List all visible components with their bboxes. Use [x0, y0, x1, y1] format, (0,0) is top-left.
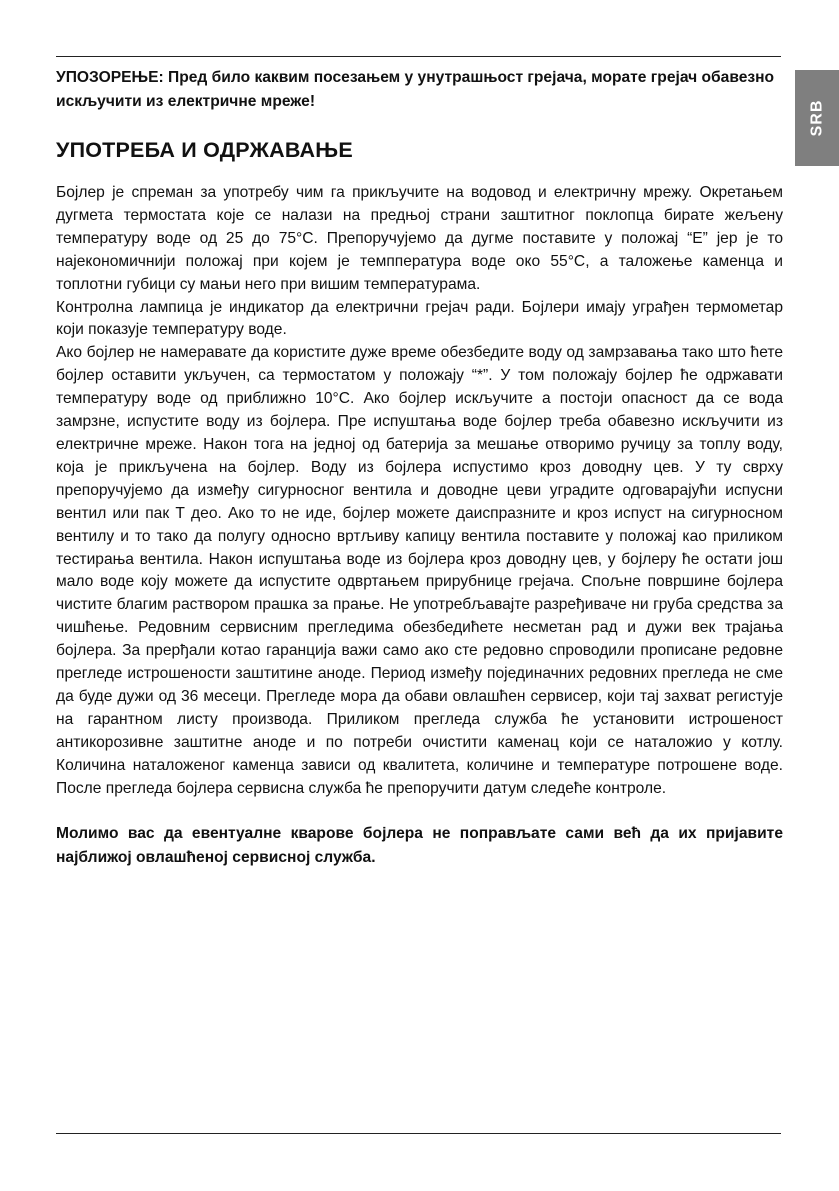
language-tab — [795, 70, 839, 166]
bottom-divider — [56, 1133, 781, 1134]
paragraph: Контролна лампица је индикатор да електрични грејач ради. Бојлери имају уграђен термометар који показује температуру воде. — [56, 298, 783, 339]
section-heading: УПОТРЕБА И ОДРЖАВАЊЕ — [56, 138, 353, 162]
top-divider — [56, 56, 781, 57]
body-text — [56, 182, 783, 800]
paragraph: Ако бојлер не намеравате да користите дуже време обезбедите воду од замрзавања тако што ћете бојлер оставити укључен, са термостатом у положају “*”. У том положају бојлер ће одржавати температуру воде од приближно 10°C. Ако бојлер искључите а постоји опасност да се вода замрзне, испустите воду из бојлера. Пре испуштања воде бојлер треба обавезно искључити из електричне мреже. Након тога на једној од батерија за мешање отворимо ручицу за топлу воду, која је прикључена на бојлер. Воду из бојлера испустимо кроз доводну цев. У ту сврху препоручујемо да између сигурносног вентила и доводне цеви уградите одговарајући испусни вентил или пак Т део. Ако то не иде, бојлер можете даиспразните и кроз испуст на сигурносном вентилу и то тако да полугу односно вртљиву капицу вентила поставите у положај као приликом тестирања вентила. Након испуштања воде из бојлера кроз доводну цев, у бојлеру ће остати још мало воде коју можете да испустите одвртањем прирубнице грејача. Спољне површине бојлера чистите благим раствором прашка за прање. Не употребљавајте разређиваче ни груба средства за чишћење. Редовним сервисним прегледима обезбедићете несметан рад и дужи век трајања бојлера. За прерђали котао гаранција важи само ако сте редовно спроводили прописане редовне прегледе истрошености заштитине аноде. Период између појединачних редовних прегледа не сме да буде дужи од 36 месеци. Прегледе мора да обави овлашћен сервисер, који тај захват регистује на гарантном листу производа. Приликом прегледа служба ће установити истрошеност антикорозивне заштитне аноде и по потреби очистити каменац који се наталожио у котлу. Количина наталоженог каменца зависи од квалитета, количине и температуре потрошене воде. После прегледа бојлера сервисна служба ће препоручити датум следеће контроле. — [56, 344, 783, 797]
closing-note: Молимо вас да евентуалне кварове бојлера не поправљате сами већ да их пријавите најближој овлашћеној сервисној служба. — [56, 825, 783, 867]
language-tab-label: SRB — [808, 99, 825, 137]
paragraph: Бојлер је спреман за употребу чим га прикључите на водовод и електричну мрежу. Окретањем дугмета термостата које се налази на предњој страни заштитног поклопца бирате жељену температуру воде од 25 до 75°C. Препоручујемо да дугме поставите у положај “Е” јер је то најекономичнији положај при којем је темппература воде око 55°C, а таложење каменца и топлотни губици су мањи него при вишим температурама. — [56, 184, 783, 293]
page-content — [56, 66, 783, 870]
warning-notice: УПОЗОРЕЊЕ: Пред било каквим посезањем у унутрашњост грејача, морате грејач обавезно искључити из електричне мреже! — [56, 69, 775, 110]
